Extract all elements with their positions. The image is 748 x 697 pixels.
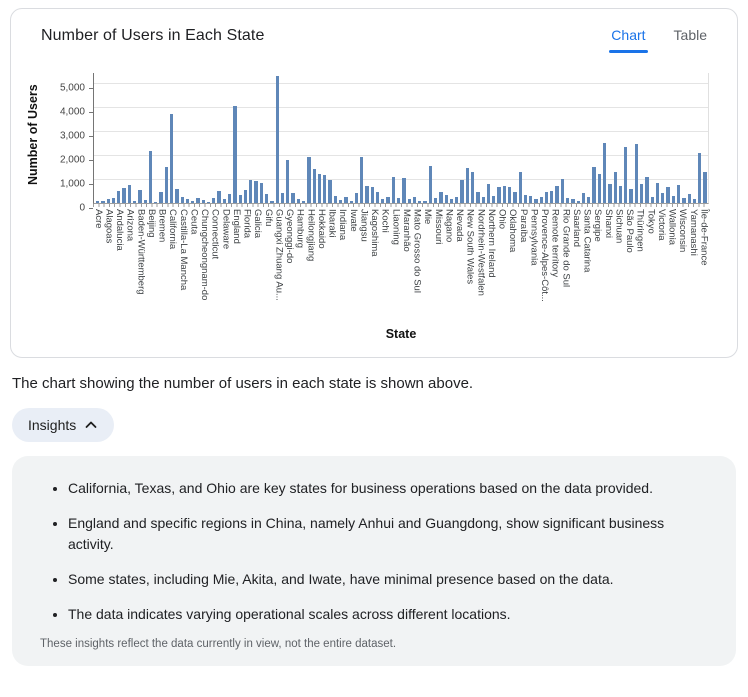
bar[interactable] <box>439 192 442 203</box>
bar[interactable] <box>386 197 389 203</box>
tab-table[interactable] <box>674 27 707 53</box>
x-tick-label: Ohio <box>496 209 508 230</box>
x-label-slot <box>146 209 157 321</box>
bar[interactable] <box>371 187 374 203</box>
x-label-slot <box>454 209 465 321</box>
bar[interactable] <box>165 167 168 203</box>
bar[interactable] <box>592 167 595 203</box>
x-tick-label: Wallonia <box>666 209 678 246</box>
bar[interactable] <box>434 198 437 203</box>
bar[interactable] <box>291 193 294 203</box>
x-tick-label: Iwate <box>347 209 359 232</box>
bar[interactable] <box>571 199 574 203</box>
x-tick-label: Sichuan <box>613 209 625 244</box>
bar[interactable] <box>455 197 458 203</box>
bar[interactable] <box>318 174 321 203</box>
x-label-slot <box>263 209 274 321</box>
bar[interactable] <box>497 187 500 203</box>
x-tick-label: Mie <box>422 209 434 225</box>
bar[interactable] <box>323 175 326 203</box>
x-label-slot <box>603 209 614 321</box>
bar[interactable] <box>112 198 115 203</box>
y-axis <box>43 69 93 214</box>
tab-chart[interactable] <box>611 27 645 53</box>
x-label-slot <box>157 209 168 321</box>
bar[interactable] <box>492 196 495 203</box>
bar[interactable] <box>223 199 226 203</box>
bar[interactable] <box>228 194 231 203</box>
insights-footnote: These insights reflect the data currently in view, not the entire dataset. <box>40 638 397 651</box>
x-label-slot <box>699 209 710 321</box>
bar[interactable] <box>550 191 553 203</box>
x-tick-label: Jiangsu <box>358 209 370 242</box>
insights-toggle-label: Insights <box>28 417 77 433</box>
x-label-slot <box>486 209 497 321</box>
bar[interactable] <box>656 183 659 203</box>
x-tick-label: Guangxi Zhuang Au... <box>273 209 285 301</box>
bar[interactable] <box>555 186 558 203</box>
bar[interactable] <box>513 192 516 203</box>
bar[interactable] <box>645 177 648 203</box>
bar[interactable] <box>508 187 511 203</box>
x-tick-label: Yamanashi <box>687 209 699 256</box>
x-label-slot <box>582 209 593 321</box>
bar[interactable] <box>239 195 242 203</box>
x-tick-label: Nagano <box>443 209 455 243</box>
bars <box>95 73 708 203</box>
x-tick-label: Oklahoma <box>507 209 519 253</box>
insight-item: • The data indicates varying operational scales across different locations. <box>68 604 668 626</box>
x-label-slot <box>391 209 402 321</box>
x-tick-label: Paraíba <box>517 209 529 243</box>
x-label-slot <box>465 209 476 321</box>
x-tick-label: Gifu <box>262 209 274 227</box>
bar[interactable] <box>677 185 680 203</box>
bar[interactable] <box>703 172 706 203</box>
bar[interactable] <box>186 199 189 203</box>
bar[interactable] <box>482 197 485 203</box>
bar[interactable] <box>577 201 580 203</box>
bar[interactable] <box>107 199 110 203</box>
y-axis-title: Number of Users <box>26 84 40 185</box>
x-label-slot <box>433 209 444 321</box>
x-label-slot <box>316 209 327 321</box>
x-axis-labels <box>93 209 709 321</box>
bar[interactable] <box>334 196 337 203</box>
x-label-slot <box>284 209 295 321</box>
bar[interactable] <box>693 199 696 203</box>
bar[interactable] <box>624 147 627 203</box>
x-tick-label: Santa Catarina <box>581 209 593 273</box>
x-label-slot <box>667 209 678 321</box>
bar[interactable] <box>450 199 453 203</box>
bar[interactable] <box>122 188 125 203</box>
bar[interactable] <box>233 106 236 203</box>
x-axis-title: State <box>385 327 417 341</box>
bar[interactable] <box>614 172 617 203</box>
bar[interactable] <box>307 157 310 203</box>
x-tick-label: Castilla-La Mancha <box>177 209 189 291</box>
bar[interactable] <box>397 198 400 203</box>
bar[interactable] <box>519 172 522 203</box>
bar[interactable] <box>212 198 215 203</box>
bar[interactable] <box>133 201 136 203</box>
bar[interactable] <box>101 201 104 203</box>
insight-item: • California, Texas, and Ohio are key states for business operations based on the data provided. <box>68 478 668 500</box>
bar[interactable] <box>540 197 543 203</box>
x-tick-label: Ceuta <box>188 209 200 235</box>
bar[interactable] <box>466 168 469 203</box>
bar[interactable] <box>144 200 147 203</box>
bar[interactable] <box>96 201 99 203</box>
x-tick-label: Acre <box>92 209 104 229</box>
bar[interactable] <box>566 198 569 203</box>
bar[interactable] <box>418 201 421 203</box>
x-label-slot <box>93 209 104 321</box>
x-tick-label: Mato Grosso do Sul <box>411 209 423 293</box>
x-tick-label: Liaoning <box>390 209 402 245</box>
bar[interactable] <box>339 200 342 203</box>
x-tick-label: Rio Grande do Sul <box>560 209 572 288</box>
x-label-slot <box>178 209 189 321</box>
x-tick-label: Nordrhein-Westfalen <box>475 209 487 296</box>
bar[interactable] <box>128 185 131 203</box>
x-tick-label: Île-de-France <box>698 209 710 266</box>
x-label-slot <box>476 209 487 321</box>
x-tick-label: Missouri <box>432 209 444 245</box>
x-label-slot <box>348 209 359 321</box>
x-tick-label: Wisconsin <box>677 209 689 253</box>
x-label-slot <box>571 209 582 321</box>
x-label-slot <box>401 209 412 321</box>
bar[interactable] <box>661 193 664 203</box>
x-label-slot <box>359 209 370 321</box>
bar[interactable] <box>302 201 305 203</box>
bar[interactable] <box>191 201 194 203</box>
bar[interactable] <box>350 201 353 203</box>
x-tick-label: Bremen <box>156 209 168 243</box>
x-label-slot <box>592 209 603 321</box>
x-label-slot <box>104 209 115 321</box>
bar[interactable] <box>561 179 564 203</box>
bar[interactable] <box>286 160 289 203</box>
bar[interactable] <box>159 192 162 203</box>
bar[interactable] <box>651 197 654 203</box>
x-tick-label: Kochi <box>379 209 391 233</box>
bar[interactable] <box>545 192 548 203</box>
x-tick-label: Hokkaido <box>315 209 327 249</box>
bar-chart <box>23 65 719 347</box>
bar[interactable] <box>381 199 384 203</box>
x-label-slot <box>199 209 210 321</box>
x-tick-label: New South Wales <box>464 209 476 285</box>
bar[interactable] <box>328 180 331 203</box>
bar[interactable] <box>408 199 411 203</box>
y-tickmark <box>89 208 93 209</box>
bar[interactable] <box>175 189 178 203</box>
bar[interactable] <box>196 198 199 203</box>
tab-table-label: Table <box>673 27 707 43</box>
bar[interactable] <box>355 193 358 203</box>
insights-panel <box>12 456 736 666</box>
bar[interactable] <box>170 114 173 203</box>
bar[interactable] <box>281 193 284 203</box>
x-tick-label: Gyeonggi-do <box>284 209 296 264</box>
bar[interactable] <box>154 202 157 203</box>
y-tick-label: 0 <box>79 202 85 214</box>
x-tick-label: Tokyo <box>645 209 657 234</box>
bar[interactable] <box>365 186 368 203</box>
x-tick-label: Maranhão <box>400 209 412 252</box>
x-tick-label: Galicia <box>252 209 264 239</box>
x-label-slot <box>444 209 455 321</box>
x-tick-label: Alagoas <box>103 209 115 244</box>
x-label-slot <box>274 209 285 321</box>
insight-item: • England and specific regions in China, namely Anhui and Guangdong, show significant business activity. <box>68 513 668 556</box>
bar[interactable] <box>603 143 606 203</box>
chart-title: Number of Users in Each State <box>41 27 265 44</box>
plot-column <box>93 65 719 347</box>
x-tick-label: Shanxi <box>602 209 614 239</box>
x-tick-label: Hamburg <box>294 209 306 249</box>
x-label-slot <box>635 209 646 321</box>
bar[interactable] <box>582 193 585 203</box>
x-label-slot <box>624 209 635 321</box>
x-tick-label: California <box>167 209 179 250</box>
y-tick-label: 3,000 <box>59 130 85 142</box>
bar[interactable] <box>429 166 432 203</box>
bar[interactable] <box>260 183 263 203</box>
x-label-slot <box>412 209 423 321</box>
bar[interactable] <box>529 196 532 203</box>
tab-chart-label: Chart <box>611 27 646 43</box>
bar[interactable] <box>587 197 590 203</box>
bar[interactable] <box>598 174 601 203</box>
x-label-slot <box>507 209 518 321</box>
bar[interactable] <box>672 196 675 203</box>
insights-list <box>40 478 708 625</box>
x-tick-label: England <box>230 209 242 244</box>
bar[interactable] <box>524 195 527 203</box>
x-label-slot <box>125 209 136 321</box>
bar[interactable] <box>181 197 184 203</box>
bar[interactable] <box>297 199 300 203</box>
bar[interactable] <box>445 195 448 203</box>
bar[interactable] <box>413 197 416 203</box>
x-label-slot <box>337 209 348 321</box>
x-label-slot <box>550 209 561 321</box>
x-label-slot <box>231 209 242 321</box>
x-label-slot <box>529 209 540 321</box>
bar[interactable] <box>138 190 141 203</box>
bar[interactable] <box>471 172 474 203</box>
bar[interactable] <box>619 186 622 203</box>
x-label-slot <box>114 209 125 321</box>
x-tick-label: Delaware <box>220 209 232 250</box>
bar[interactable] <box>503 186 506 203</box>
x-tick-label: Pennsylvania <box>528 209 540 266</box>
bar[interactable] <box>254 181 257 203</box>
x-label-slot <box>677 209 688 321</box>
x-tick-label: Thüringen <box>634 209 646 252</box>
bar[interactable] <box>534 199 537 203</box>
plot-area <box>93 73 709 204</box>
x-tick-label: Ibaraki <box>326 209 338 238</box>
x-label-slot <box>539 209 550 321</box>
bar[interactable] <box>698 153 701 203</box>
bar[interactable] <box>688 194 691 203</box>
bar[interactable] <box>392 177 395 203</box>
x-tick-label: Baden-Württemberg <box>135 209 147 295</box>
bar[interactable] <box>376 192 379 203</box>
card-header <box>23 23 719 55</box>
x-label-slot <box>518 209 529 321</box>
x-tick-label: Saarland <box>570 209 582 248</box>
bar[interactable] <box>682 198 685 203</box>
bar[interactable] <box>117 191 120 203</box>
bar[interactable] <box>276 76 279 203</box>
x-label-slot <box>295 209 306 321</box>
x-tick-label: Sergipe <box>592 209 604 242</box>
y-tick-label: 5,000 <box>59 82 85 94</box>
x-label-slot <box>327 209 338 321</box>
bar[interactable] <box>608 184 611 203</box>
bar[interactable] <box>666 187 669 203</box>
x-tick-label: Indiana <box>337 209 349 241</box>
x-tick-label: Chungcheongnam-do <box>199 209 211 301</box>
x-label-slot <box>252 209 263 321</box>
x-tick-label: Heilongjiang <box>305 209 317 262</box>
bar[interactable] <box>635 144 638 203</box>
x-label-slot <box>422 209 433 321</box>
y-tick-label: 1,000 <box>59 178 85 190</box>
x-label-slot <box>210 209 221 321</box>
x-label-slot <box>656 209 667 321</box>
y-tick-label: 4,000 <box>59 106 85 118</box>
x-label-slot <box>688 209 699 321</box>
x-label-slot <box>167 209 178 321</box>
chevron-up-icon <box>84 418 98 432</box>
x-label-slot <box>242 209 253 321</box>
insights-toggle-button[interactable] <box>12 408 114 442</box>
bar[interactable] <box>476 192 479 203</box>
chart-caption: The chart showing the number of users in each state is shown above. <box>12 375 474 392</box>
chart-card <box>10 8 738 358</box>
y-tick-label: 2,000 <box>59 154 85 166</box>
bar[interactable] <box>460 180 463 203</box>
view-tabs <box>611 27 707 53</box>
bar[interactable] <box>202 200 205 203</box>
x-tick-label: Nevada <box>454 209 466 242</box>
x-tick-label: Beijing <box>145 209 157 238</box>
bar[interactable] <box>360 157 363 203</box>
bar[interactable] <box>149 151 152 203</box>
bar[interactable] <box>313 169 316 203</box>
bar[interactable] <box>217 191 220 203</box>
bar[interactable] <box>265 194 268 203</box>
x-label-slot <box>306 209 317 321</box>
x-tick-label: Northern Ireland <box>485 209 497 278</box>
bar[interactable] <box>640 184 643 203</box>
bar[interactable] <box>402 178 405 203</box>
bar[interactable] <box>249 180 252 203</box>
x-label-slot <box>369 209 380 321</box>
x-tick-label: Kagoshima <box>369 209 381 257</box>
x-tick-label: Provence-Alpes-Côt... <box>539 209 551 302</box>
bar[interactable] <box>244 190 247 203</box>
x-axis-ticks <box>93 204 709 207</box>
x-label-slot <box>561 209 572 321</box>
bar[interactable] <box>423 201 426 203</box>
x-label-slot <box>614 209 625 321</box>
x-label-slot <box>221 209 232 321</box>
insight-item: • Some states, including Mie, Akita, and Iwate, have minimal presence based on the data. <box>68 569 668 591</box>
x-tick-label: Florida <box>241 209 253 239</box>
x-label-slot <box>380 209 391 321</box>
x-tick-label: Andalucia <box>114 209 126 251</box>
x-label-slot <box>497 209 508 321</box>
bar[interactable] <box>344 197 347 203</box>
bar[interactable] <box>629 189 632 203</box>
bar[interactable] <box>487 184 490 203</box>
x-tick-label: Victoria <box>655 209 667 241</box>
x-tick-label: Arizona <box>124 209 136 242</box>
bar[interactable] <box>207 202 210 203</box>
x-label-slot <box>136 209 147 321</box>
x-label-slot <box>189 209 200 321</box>
bar[interactable] <box>270 201 273 203</box>
x-tick-label: São Paulo <box>624 209 636 253</box>
x-label-slot <box>646 209 657 321</box>
active-tab-underline <box>609 50 647 53</box>
x-tick-label: Remote territory <box>549 209 561 278</box>
x-tick-label: Connecticut <box>209 209 221 260</box>
